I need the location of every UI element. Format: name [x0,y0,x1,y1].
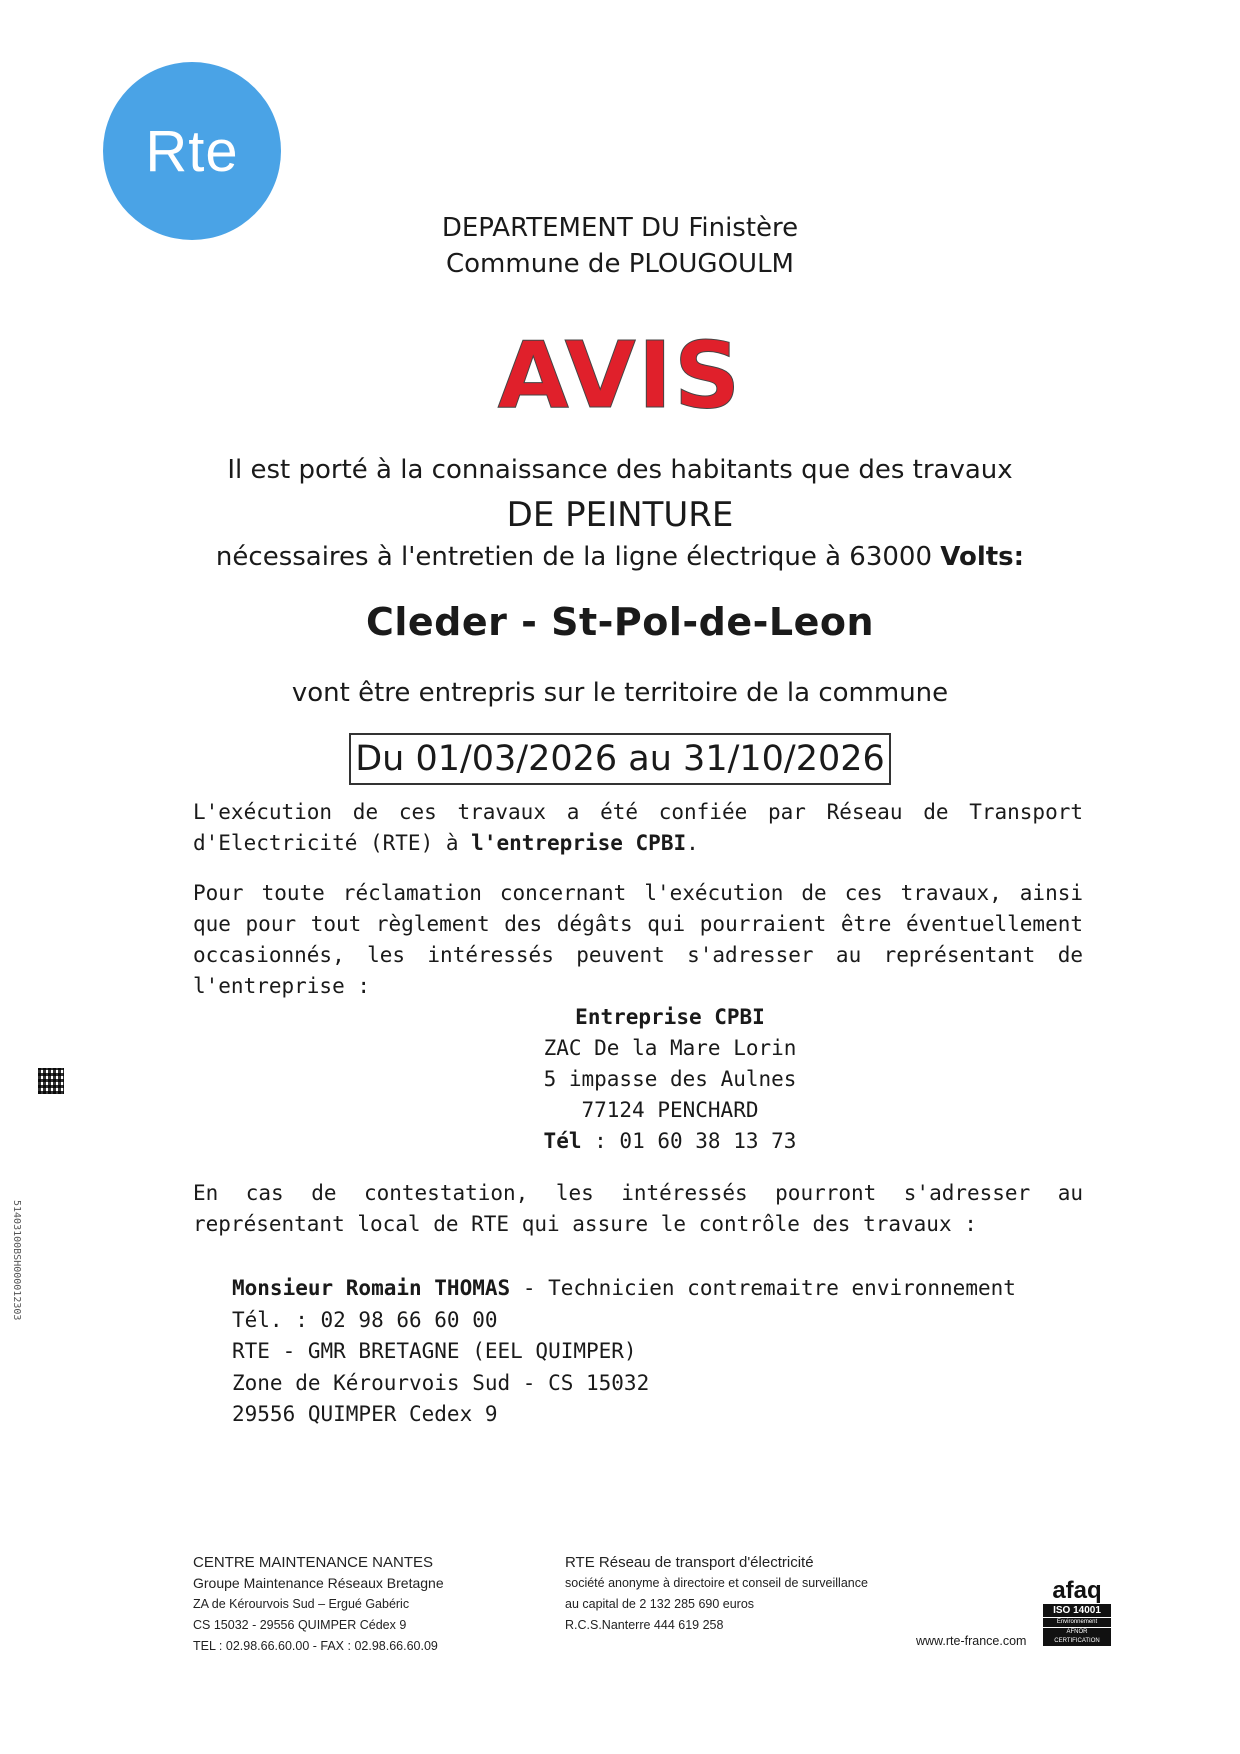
footer-left-line4: TEL : 02.98.66.60.00 - FAX : 02.98.66.60.09 [193,1639,438,1653]
footer-left [193,1552,573,1657]
company-name: Entreprise CPBI [575,1005,765,1029]
representative-role: - Technicien contremaitre environnement [522,1276,1016,1300]
representative-city: 29556 QUIMPER Cedex 9 [232,1402,498,1426]
representative-name: Monsieur Romain THOMAS [232,1276,511,1300]
afaq-logo-text: afaq [1052,1577,1102,1604]
notice-territoire: vont être entrepris sur le territoire de la commune [291,678,949,708]
company-phone-label: Tél [543,1129,582,1153]
company-line2: 5 impasse des Aulnes [543,1067,797,1091]
page-title: AVIS [497,322,743,429]
notice-intro: Il est porté à la connaissance des habitants que des travaux [227,455,1013,485]
afaq-cert: AFNOR CERTIFICATION [1043,1628,1111,1646]
representative-line [232,1273,1092,1305]
paragraph-contestation: En cas de contestation, les intéressés pourront s'adresser au représentant local de RTE qui assure le contrôle des travaux : [193,1181,1083,1236]
footer-left-line1: Groupe Maintenance Réseaux Bretagne [193,1575,444,1591]
footer-right-line2: au capital de 2 132 285 690 euros [565,1597,755,1611]
footer-left-line3: CS 15032 - 29556 QUIMPER Cédex 9 [193,1618,407,1632]
afaq-certification-logo [1043,1578,1111,1650]
works-type: DE PEINTURE [506,495,734,535]
notice-necessaires [0,542,1240,572]
rte-logo-text: Rte [145,118,239,184]
representative-phone: Tél. : 02 98 66 60 00 [232,1307,498,1332]
volts-label: Volts: [940,542,1025,572]
footer-right-line3: R.C.S.Nanterre 444 619 258 [565,1618,724,1632]
side-code: 51403100BSH000012303 [11,1200,22,1321]
afaq-iso: ISO 14001 [1043,1604,1111,1617]
footer-left-line2: ZA de Kérourvois Sud – Ergué Gabéric [193,1597,410,1611]
execution-company: l'entreprise CPBI [471,831,687,855]
footer-right-title: RTE Réseau de transport d'électricité [565,1554,814,1571]
footer-right [565,1552,945,1636]
departement: DEPARTEMENT DU Finistère [441,213,799,243]
company-phone-number: : 01 60 38 13 73 [594,1129,797,1153]
representative-address: Zone de Kérourvois Sud - CS 15032 [232,1370,650,1395]
execution-end: . [686,831,699,855]
company-phone [535,1126,805,1157]
website-link[interactable]: www.rte-france.com [916,1634,1027,1648]
rte-representative [232,1273,1092,1431]
footer-left-title: CENTRE MAINTENANCE NANTES [193,1554,434,1571]
line-name: Cleder - St-Pol-de-Leon [365,600,875,644]
header [0,210,1240,282]
commune: Commune de PLOUGOULM [446,249,794,279]
qr-code-icon [38,1068,64,1094]
company-contact [535,1002,805,1157]
paragraph-execution [193,797,1083,859]
dates-box [0,733,1240,785]
footer-right-line1: société anonyme à directoire et conseil de surveillance [565,1576,868,1590]
work-dates: Du 01/03/2026 au 31/10/2026 [349,733,891,785]
paragraph-reclamation: Pour toute réclamation concernant l'exécution de ces travaux, ainsi que pour tout règlement des dégâts qui pourraient être éventuellement occasionnés, les intéressés peuvent s'adresser au représentant de l'entreprise : [193,881,1083,998]
execution-text: L'exécution de ces travaux a été confiée par Réseau de Transport d'Electricité (RTE) à [193,800,1083,855]
company-line1: ZAC De la Mare Lorin [543,1036,797,1060]
representative-org: RTE - GMR BRETAGNE (EEL QUIMPER) [232,1339,637,1363]
necessaires-text: nécessaires à l'entretien de la ligne électrique à 63000 [215,542,933,572]
company-line3: 77124 PENCHARD [581,1098,759,1122]
afaq-env: Environnement [1043,1618,1111,1627]
